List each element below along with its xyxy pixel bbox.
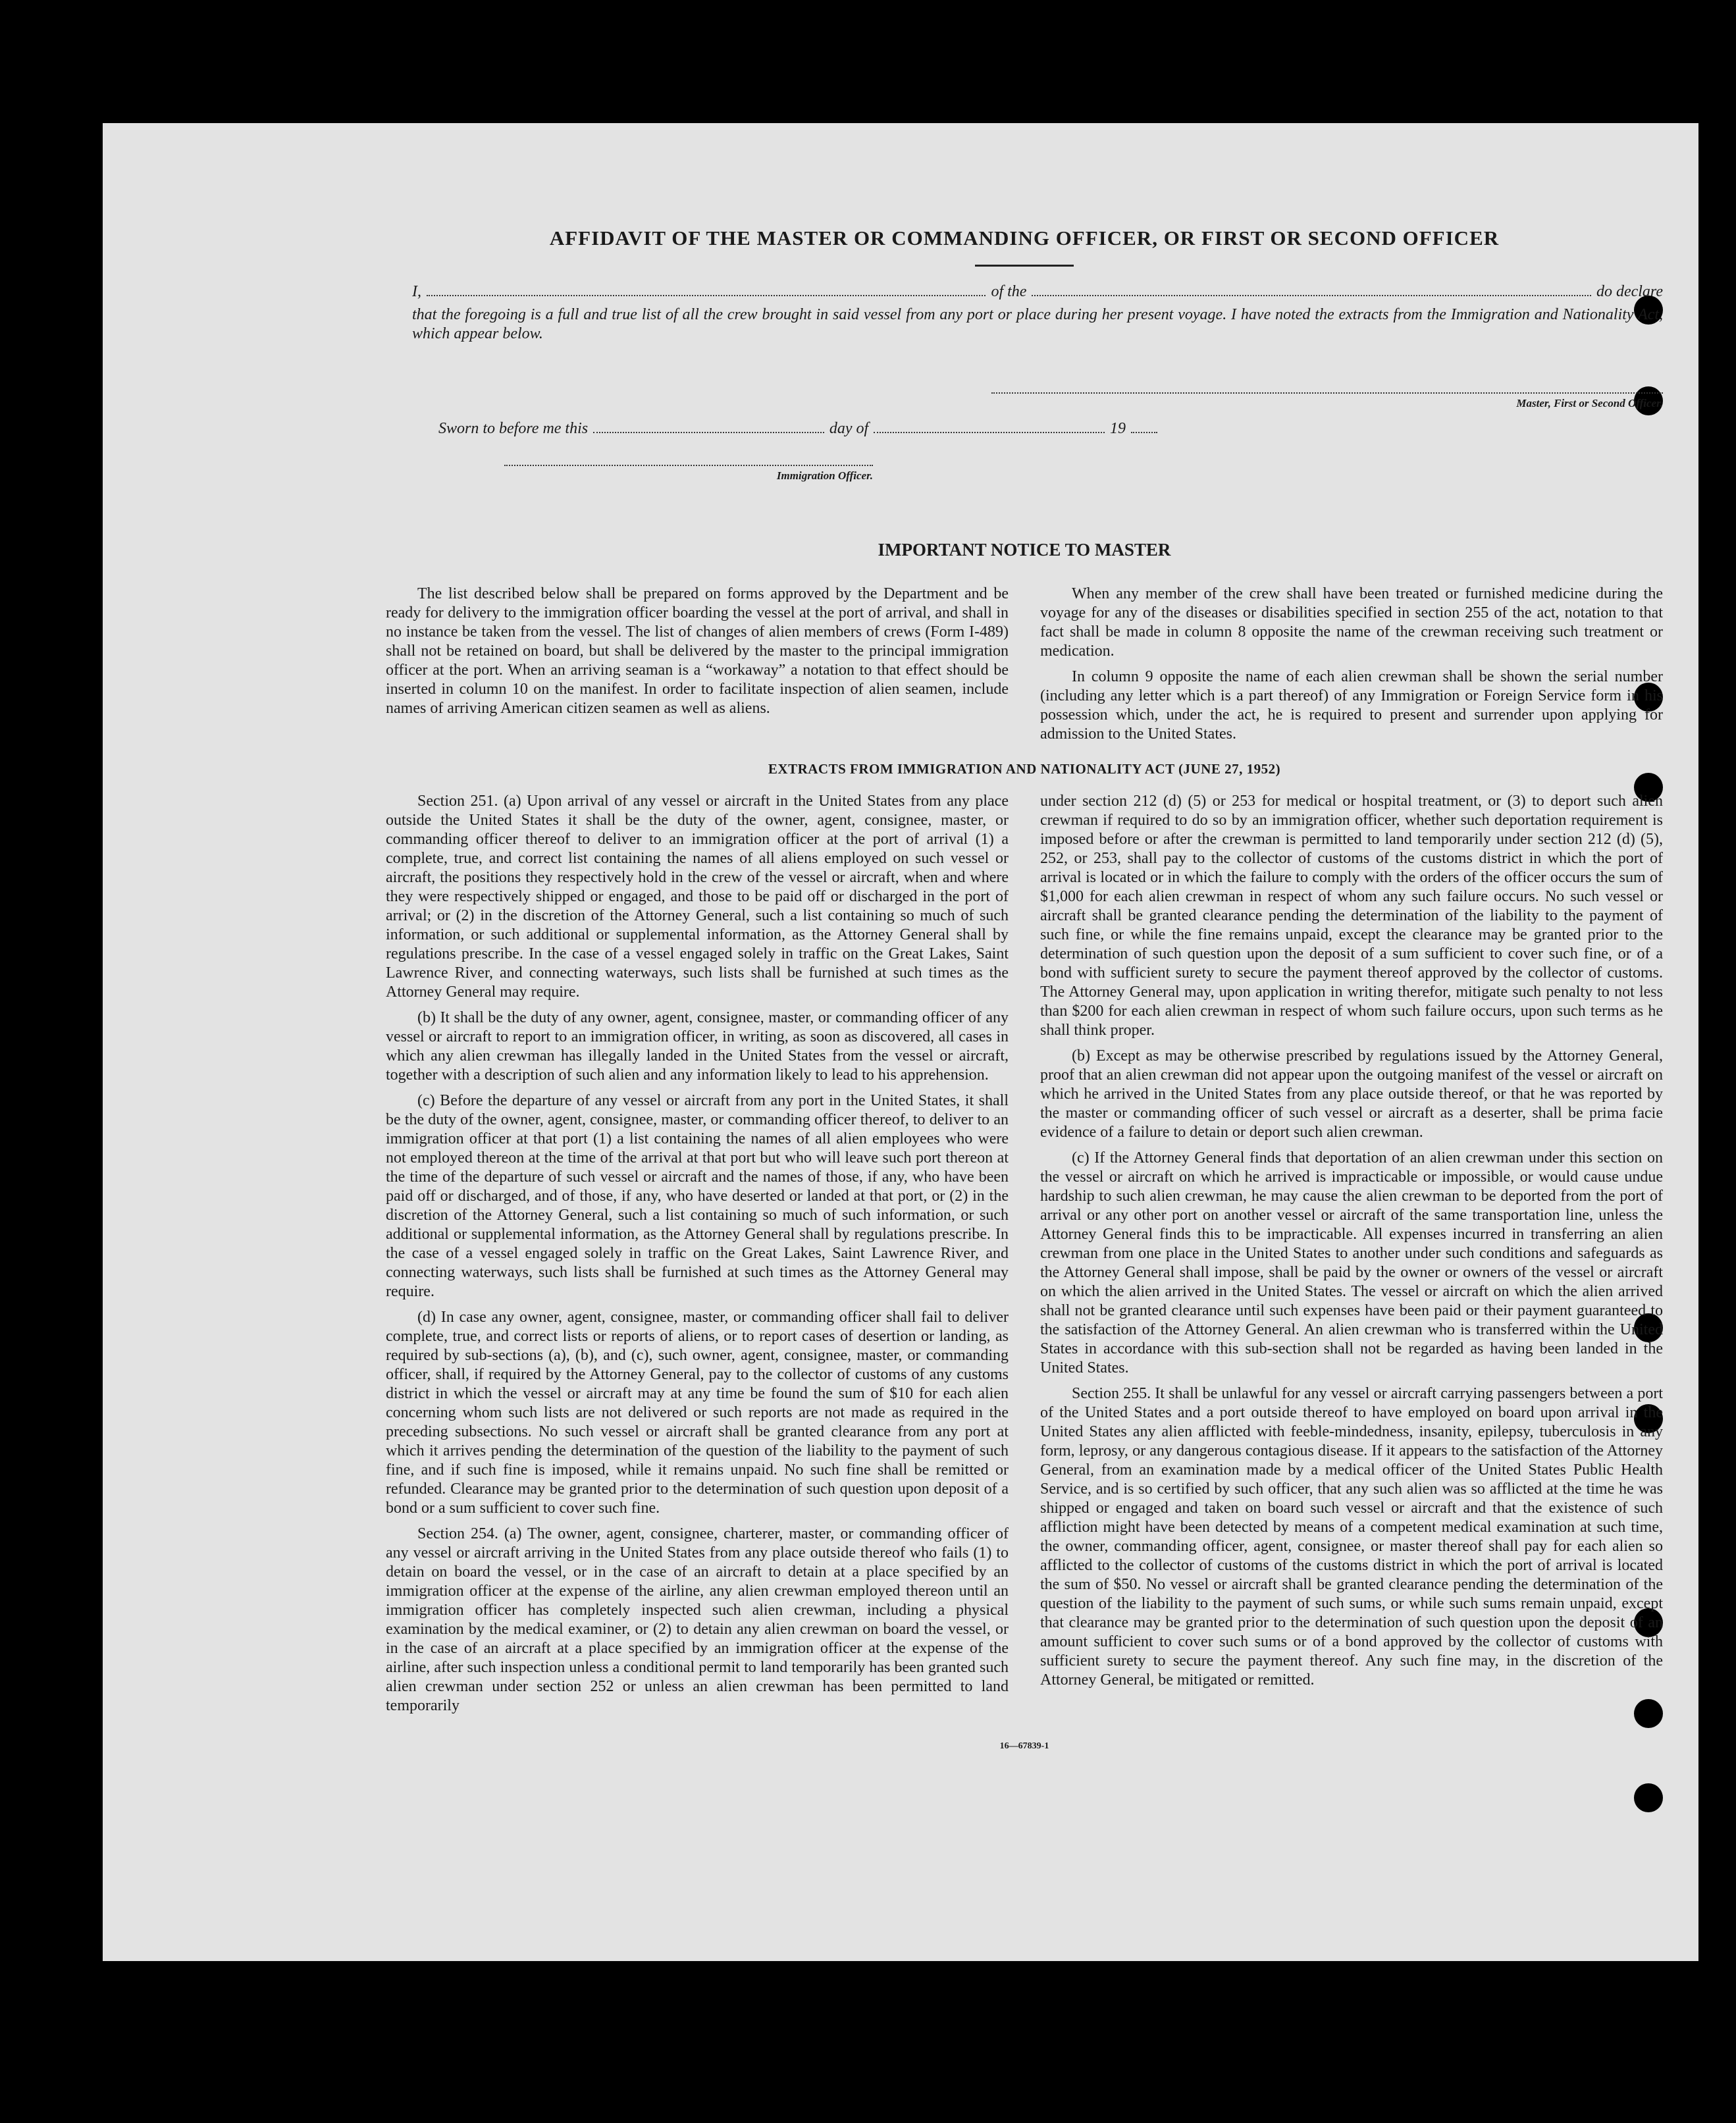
extracts-paragraph: (c) If the Attorney General finds that deportation of an alien crewman under this section on the vessel or aircraft on which he arrived is impracticable or impossible, or would cause undue hardship to such alien crewman, he may cause the alien crewman to be deported from the port of arrival or any other port on another vessel or aircraft of the same transportation line, unless the Attorney General finds this to be impracticable. All expenses incurred in transferring an alien crewman from one place in the United States to another under such conditions and safeguards as the Attorney General shall impose, shall be paid by the owner or owners of the vessel or aircraft on which the alien arrived in the United States. The vessel or aircraft on which the alien arrived shall not be granted clearance until such expenses have been paid or their payment guaranteed to the satisfaction of the Attorney General. An alien crewman who is transferred within the United States in accordance with this sub-section shall not be regarded as having been landed in the United States. <box>1040 1149 1663 1376</box>
title-rule <box>975 265 1074 267</box>
notice-left-column <box>386 585 1009 750</box>
document-body <box>386 228 1663 1756</box>
notice-right-column <box>1040 585 1663 750</box>
extracts-paragraph: (b) It shall be the duty of any owner, agent, consignee, master, or commanding officer of any vessel or aircraft to report to an immigration officer, in writing, as soon as discovered, all cases in which any alien crewman has illegally landed in the United States from the vessel or aircraft, together with a description of such alien and any information likely to lead to his apprehension. <box>386 1009 1009 1084</box>
extracts-right-column <box>1040 792 1663 1722</box>
extracts-paragraph: (b) Except as may be otherwise prescribed by regulations issued by the Attorney General, proof that an alien crewman did not appear upon the outgoing manifest of the vessel or aircraft on which he arrived in the United States from any place outside thereof, or that he was reported by the master or commanding officer of such vessel or aircraft as a deserter, shall be prima facie evidence of a failure to detain or deport such alien crewman. <box>1040 1047 1663 1141</box>
extracts-paragraph: Section 251. (a) Upon arrival of any vessel or aircraft in the United States from any place outside the United States it shall be the duty of the owner, agent, consignee, master, or commanding officer thereof to deliver to an immigration officer at the port of arrival (1) a complete, true, and correct list containing the names of all aliens employed on such vessel or aircraft, the positions they respectively hold in the crew of the vessel or aircraft, when and where they were respectively shipped or engaged, and those to be paid off or discharged in the port of arrival; or (2) in the discretion of the Attorney General, such a list containing so much of such information, or such additional or supplemental information, as the Attorney General shall by regulations prescribe. In the case of a vessel engaged solely in traffic on the Great Lakes, Saint Lawrence River, and connecting waterways, such lists shall be furnished at such times as the Attorney General may require. <box>386 793 1009 1001</box>
extracts-paragraph: Section 254. (a) The owner, agent, consignee, charterer, master, or commanding officer of any vessel or aircraft arriving in the United States from any place outside thereof who fails (1) to detain on board the vessel, or in the case of an aircraft to detain at a place specified by an immigration officer at the expense of the airline, any alien crewman employed thereon until an immigration officer has completely inspected such alien crewman, including a physical examination by the medical examiner, or (2) to detain any alien crewman on board the vessel, or in the case of an aircraft at a place specified by an immigration officer at the expense of the airline, after such inspection unless a conditional permit to land temporarily has been granted such alien crewman under section 252 or unless an alien crewman has been permitted to land temporarily <box>386 1525 1009 1714</box>
extracts-paragraph: (c) Before the departure of any vessel or aircraft from any port in the United States, it shall be the duty of the owner, agent, consignee, master, or commanding officer thereof, to deliver to an immigration officer at that port (1) a list containing the names of all alien employees who were not employed thereon at the time of the arrival at that port but who will leave such port thereon at the time of the departure of such vessel or aircraft and the names of those, if any, who have been paid off or discharged, and of those, if any, who have deserted or landed at that port, or (2) in the discretion of the Attorney General, such a list containing so much of such information, or such additional or supplemental information, as the Attorney General shall by regulations prescribe. In the case of a vessel engaged solely in traffic on the Great Lakes, Saint Lawrence River, and connecting waterways, such lists shall be furnished at such times as the Attorney General may require. <box>386 1092 1009 1300</box>
notice-title: IMPORTANT NOTICE TO MASTER <box>878 540 1171 560</box>
extracts-title: EXTRACTS FROM IMMIGRATION AND NATIONALITY ACT (JUNE 27, 1952) <box>768 761 1281 777</box>
notice-paragraph: The list described below shall be prepared on forms approved by the Department and be ready for delivery to the immigration officer boarding the vessel at the port of arrival, and shall in no instance be taken from the vessel. The list of changes of alien members of crews (Form I-489) shall not be retained on board, but shall be delivered by the master to the principal immigration officer at the port. When an arriving seaman is a “workaway” a notation to that effect should be inserted in column 10 on the manifest. In order to facilitate inspection of alien seamen, include names of arriving American citizen seamen as well as aliens. <box>386 585 1009 717</box>
do-declare-label: do declare <box>1596 283 1664 300</box>
extracts-columns <box>386 792 1663 1722</box>
year-label: 19 <box>1110 420 1126 437</box>
notice-columns <box>386 585 1663 750</box>
extracts-paragraph: Section 255. It shall be unlawful for any vessel or aircraft carrying passengers between a port of the United States and a port outside thereof to have employed on board upon arrival in the United States any alien afflicted with feeble-mindedness, insanity, epilepsy, tuberculosis in any form, leprosy, or any dangerous contagious disease. If it appears to the satisfaction of the Attorney General, from an examination made by a medical officer of the United States Public Health Service, and is so certified by such officer, that any such alien was so afflicted at the time he was shipped or engaged and taken on board such vessel or aircraft and that the existence of such affliction might have been detected by means of a competent medical examination at such time, the owner, commanding officer, agent, consignee, or master thereof shall pay for each alien so afflicted to the collector of customs of the customs district in which the port of arrival is located the sum of $50. No vessel or aircraft shall be granted clearance pending the determination of the question of the liability to the payment of such sums, or while such sums remain unpaid, except that clearance may be granted prior to the determination of such question upon the deposit of an amount sufficient to cover such sums or of a bond approved by the collector of customs with sufficient surety to secure the payment thereof. Any such fine may, in the discretion of the Attorney General, be mitigated or remitted. <box>1040 1385 1663 1689</box>
notice-paragraph: In column 9 opposite the name of each alien crewman shall be shown the serial number (including any letter which is a part thereof) of any Immigration or Foreign Service form in his possession which, under the act, he is required to present and surrender upon applying for admission to the United States. <box>1040 668 1663 743</box>
officer-signature-line[interactable] <box>504 456 873 466</box>
officer-signature <box>504 456 873 485</box>
sworn-label: Sworn to before me this <box>438 420 589 437</box>
document-page <box>103 123 1698 1961</box>
sworn-month-field[interactable] <box>874 420 1105 433</box>
master-signature-line[interactable] <box>991 383 1663 394</box>
notice-paragraph: When any member of the crew shall have been treated or furnished medicine during the voyage for any of the diseases or disabilities specified in section 255 of the act, notation to that fact shall be made in column 8 opposite the name of the crewman receiving such treatment or medication. <box>1040 585 1663 660</box>
extracts-paragraph: under section 212 (d) (5) or 253 for medical or hospital treatment, or (3) to deport such alien crewman if required to do so by an immigration officer, whether such deportation requirement is imposed before or after the crewman is permitted to land temporarily under section 212 (d) (5), 252, or 253, shall pay to the collector of customs of the customs district in which the port of arrival is located or in which the failure to comply with the orders of the officer occurs the sum of $1,000 for each alien crewman in respect of whom any such failure occurs. No such vessel or aircraft shall be granted clearance pending the determination of the liability to the payment of such fine, or while the fine remains unpaid, except the clearance may be granted prior to the determination of such question upon the deposit of a sum sufficient to cover such fine, or of a bond with sufficient surety to secure the payment thereof approved by the collector of customs. The Attorney General may, upon application in writing therefor, mitigate such penalty to not less than $200 for each alien crewman in respect of whom such failure occurs, upon such terms as he shall think proper. <box>1040 793 1663 1039</box>
day-of-label: day of <box>829 420 869 437</box>
master-signature-label: Master, First or Second Officer. <box>1516 397 1663 409</box>
i-label: I, <box>412 283 421 300</box>
extracts-left-column <box>386 792 1009 1722</box>
affidavit-title: AFFIDAVIT OF THE MASTER OR COMMANDING OFFICER, OR FIRST OR SECOND OFFICER <box>549 226 1500 249</box>
of-the-label: of the <box>991 283 1027 300</box>
sworn-day-field[interactable] <box>593 420 824 433</box>
name-field[interactable] <box>427 283 986 296</box>
officer-signature-label: Immigration Officer. <box>776 469 873 482</box>
sworn-year-field[interactable] <box>1131 420 1157 433</box>
form-code: 16—67839-1 <box>999 1741 1049 1751</box>
punch-hole <box>1634 1783 1663 1812</box>
master-signature <box>991 383 1663 413</box>
extracts-paragraph: (d) In case any owner, agent, consignee, master, or commanding officer shall fail to deliver complete, true, and correct lists or reports of aliens, or to report cases of desertion or landing, as required by sub-sections (a), (b), and (c), such owner, agent, consignee, master, or commanding officer, shall, if required by the Attorney General, pay to the collector of customs of any customs district in which the vessel or aircraft may at any time be found the sum of $10 for each alien concerning whom such lists are not delivered or such reports are not made as required in the preceding subsections. No such vessel or aircraft shall be granted clearance from any port at which it arrives pending the determination of the question of the liability to the payment of such fine, and if such fine is imposed, while it remains unpaid. No such fine shall be remitted or refunded. Clearance may be granted prior to the determination of such question upon deposit of a bond or a sum sufficient to cover such fine. <box>386 1309 1009 1517</box>
declaration-line <box>412 282 1663 301</box>
affidavit-statement: that the foregoing is a full and true list of all the crew brought in said vessel from any port or place during her present voyage. I have noted the extracts from the Immigration and Nationality Act, which appear below. <box>412 306 1663 342</box>
vessel-field[interactable] <box>1032 283 1591 296</box>
sworn-line <box>438 419 1163 438</box>
